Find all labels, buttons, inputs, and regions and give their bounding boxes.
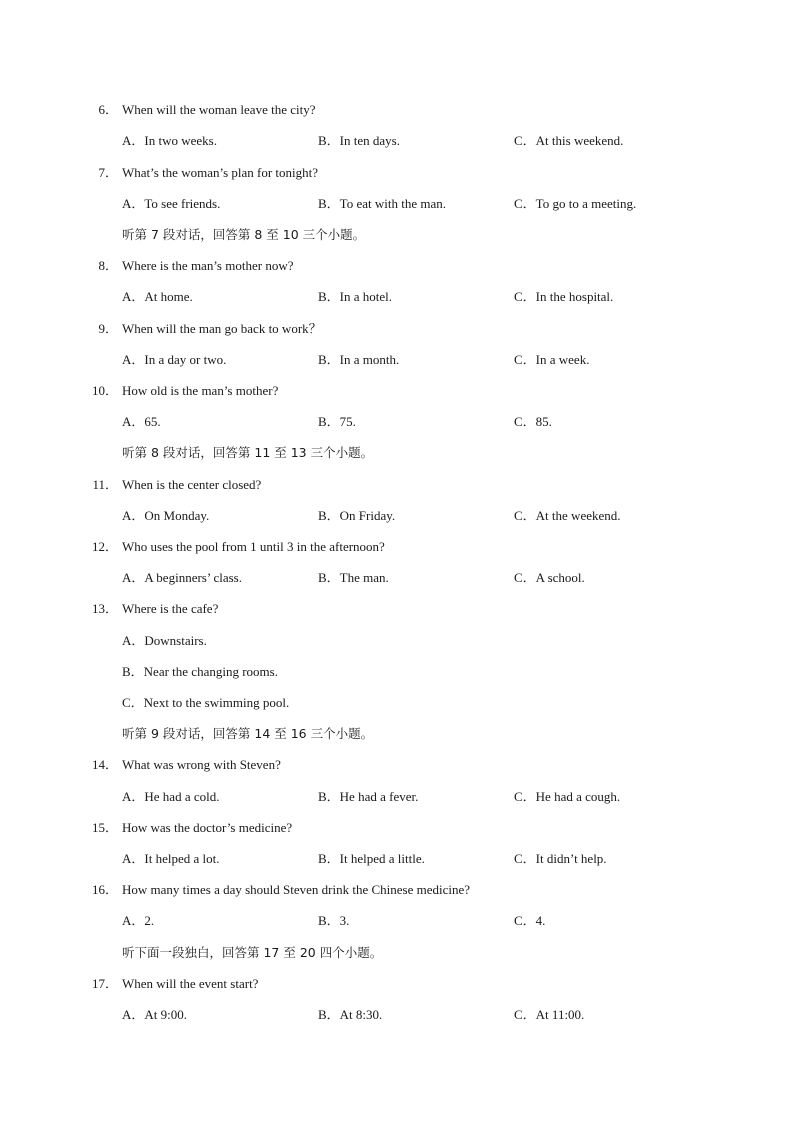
- question-text: How many times a day should Steven drink the Chinese medicine?: [122, 882, 471, 897]
- option-b: B．At 8:30.: [318, 1007, 383, 1022]
- option-b: B．Near the changing rooms.: [122, 664, 278, 679]
- question-number: 14．: [91, 757, 118, 772]
- option-b: B．The man.: [318, 570, 389, 585]
- section-instruction: 听第 9 段对话，回答第 14 至 16 三个小题。: [122, 726, 374, 741]
- option-b: B．On Friday.: [318, 508, 396, 523]
- option-b: B．In a hotel.: [318, 289, 393, 304]
- question-text: When will the man go back to work？: [122, 321, 322, 336]
- option-a: A．In two weeks.: [122, 133, 217, 148]
- question-text: Where is the man’s mother now?: [122, 258, 294, 273]
- question-number: 9．: [98, 321, 118, 336]
- option-a: A．To see friends.: [122, 196, 221, 211]
- option-c: C．To go to a meeting.: [514, 196, 637, 211]
- section-instruction: 听下面一段独白，回答第 17 至 20 四个小题。: [122, 945, 383, 960]
- question-text: Who uses the pool from 1 until 3 in the afternoon?: [122, 539, 385, 554]
- option-c: C．In a week.: [514, 352, 590, 367]
- option-a: A．In a day or two.: [122, 352, 227, 367]
- question-text: How old is the man’s mother?: [122, 383, 279, 398]
- option-b: B．75.: [318, 414, 356, 429]
- question-text: When will the woman leave the city?: [122, 102, 316, 117]
- option-a: A．Downstairs.: [122, 633, 207, 648]
- question-text: Where is the cafe?: [122, 601, 219, 616]
- option-a: A．65.: [122, 414, 161, 429]
- question-text: What was wrong with Steven?: [122, 757, 281, 772]
- question-number: 12．: [91, 539, 118, 554]
- option-a: A．2.: [122, 913, 155, 928]
- option-c: C．He had a cough.: [514, 789, 621, 804]
- option-b: B．To eat with the man.: [318, 196, 446, 211]
- option-a: A．At 9:00.: [122, 1007, 188, 1022]
- question-text: What’s the woman’s plan for tonight?: [122, 165, 319, 180]
- question-number: 7．: [98, 165, 118, 180]
- question-text: How was the doctor’s medicine?: [122, 820, 293, 835]
- option-b: B．3.: [318, 913, 350, 928]
- option-a: A．On Monday.: [122, 508, 210, 523]
- option-c: C．A school.: [514, 570, 585, 585]
- question-text: When is the center closed?: [122, 477, 262, 492]
- option-a: A．It helped a lot.: [122, 851, 220, 866]
- option-b: B．He had a fever.: [318, 789, 419, 804]
- section-instruction: 听第 8 段对话，回答第 11 至 13 三个小题。: [122, 445, 374, 460]
- question-number: 6．: [98, 102, 118, 117]
- option-b: B．In a month.: [318, 352, 400, 367]
- question-number: 8．: [98, 258, 118, 273]
- option-a: A．A beginners’ class.: [122, 570, 242, 585]
- option-c: C．4.: [514, 913, 546, 928]
- option-a: A．At home.: [122, 289, 193, 304]
- option-c: C．It didn’t help.: [514, 851, 607, 866]
- option-c: C．At 11:00.: [514, 1007, 585, 1022]
- option-a: A．He had a cold.: [122, 789, 220, 804]
- option-c: C．85.: [514, 414, 552, 429]
- option-b: B．It helped a little.: [318, 851, 425, 866]
- section-instruction: 听第 7 段对话，回答第 8 至 10 三个小题。: [122, 227, 366, 242]
- question-text: When will the event start?: [122, 976, 259, 991]
- option-b: B．In ten days.: [318, 133, 400, 148]
- question-number: 13．: [91, 601, 118, 616]
- option-c: C．Next to the swimming pool.: [122, 695, 290, 710]
- question-number: 15．: [91, 820, 118, 835]
- option-c: C．At the weekend.: [514, 508, 621, 523]
- question-number: 17．: [91, 976, 118, 991]
- question-number: 11．: [92, 477, 118, 492]
- question-number: 16．: [91, 882, 118, 897]
- question-number: 10．: [91, 383, 118, 398]
- option-c: C．At this weekend.: [514, 133, 624, 148]
- option-c: C．In the hospital.: [514, 289, 614, 304]
